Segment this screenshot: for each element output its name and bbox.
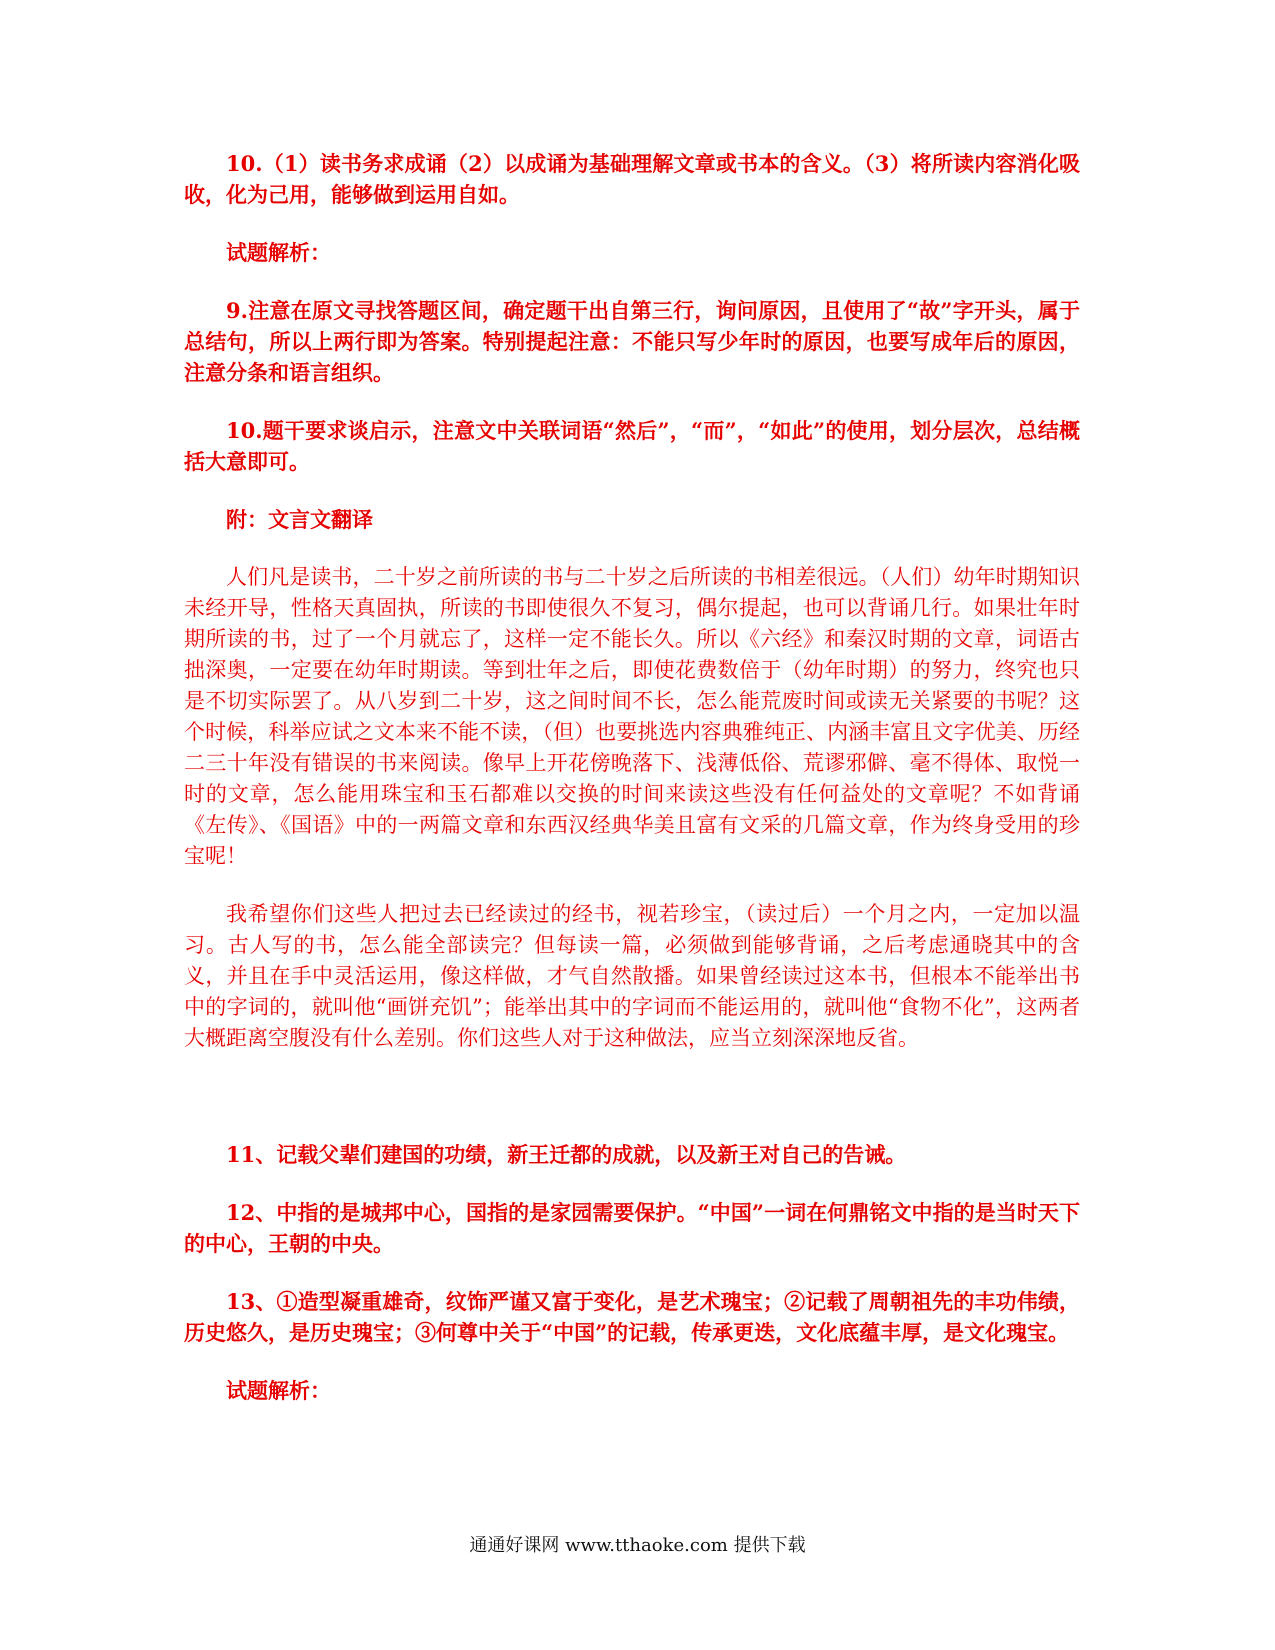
answer-13: 13、①造型凝重雄奇，纹饰严谨又富于变化，是艺术瑰宝；②记载了周朝祖先的丰功伟绩，历史悠久，是历史瑰宝；③何尊中关于“中国”的记载，传承更迭，文化底蕴丰厚，是文化瑰宝。 (184, 1289, 1080, 1345)
analysis-heading-1: 试题解析： (226, 240, 331, 265)
document-body (184, 148, 1080, 1433)
analysis-heading-2: 试题解析： (226, 1378, 331, 1403)
analysis-10: 10.题干要求谈启示，注意文中关联词语“然后”，“而”，“如此”的使用，划分层次，总结概括大意即可。 (184, 418, 1080, 474)
page-footer: 通通好课网 www.tthaoke.com 提供下载 (469, 1535, 806, 1556)
translation-heading: 附：文言文翻译 (226, 507, 373, 532)
answer-11: 11、记载父辈们建国的功绩，新王迁都的成就，以及新王对自己的告诫。 (226, 1142, 907, 1167)
translation-paragraph-2: 我希望你们这些人把过去已经读过的经书，视若珍宝，（读过后）一个月之内，一定加以温习。古人写的书，怎么能全部读完？但每读一篇，必须做到能够背诵，之后考虑通晓其中的含义，并且在手中灵活运用，像这样做，才气自然散播。如果曾经读过这本书，但根本不能举出书中的字词的，就叫他“画饼充饥”；能举出其中的字词而不能运用的，就叫他“食物不化”，这两者大概距离空腹没有什么差别。你们这些人对于这种做法，应当立刻深深地反省。 (184, 902, 1080, 1050)
blank-gap (184, 1081, 1080, 1139)
answer-12: 12、中指的是城邦中心，国指的是家园需要保护。“中国”一词在何鼎铭文中指的是当时天下的中心，王朝的中央。 (184, 1200, 1080, 1256)
analysis-9: 9.注意在原文寻找答题区间，确定题干出自第三行，询问原因，且使用了“故”字开头，属于总结句，所以上两行即为答案。特别提起注意：不能只写少年时的原因，也要写成年后的原因，注意分条和语言组织。 (184, 298, 1080, 385)
answer-10: 10.（1）读书务求成诵（2）以成诵为基础理解文章或书本的含义。（3）将所读内容消化吸收，化为己用，能够做到运用自如。 (184, 151, 1080, 207)
translation-paragraph-1: 人们凡是读书，二十岁之前所读的书与二十岁之后所读的书相差很远。（人们）幼年时期知识未经开导，性格天真固执，所读的书即使很久不复习，偶尔提起，也可以背诵几行。如果壮年时期所读的书，过了一个月就忘了，这样一定不能长久。所以《六经》和秦汉时期的文章，词语古拙深奥，一定要在幼年时期读。等到壮年之后，即使花费数倍于（幼年时期）的努力，终究也只是不切实际罢了。从八岁到二十岁，这之间时间不长，怎么能荒废时间或读无关紧要的书呢？这个时候，科举应试之文本来不能不读，（但）也要挑选内容典雅纯正、内涵丰富且文字优美、历经二三十年没有错误的书来阅读。像早上开花傍晚落下、浅薄低俗、荒谬邪僻、毫不得体、取悦一时的文章，怎么能用珠宝和玉石都难以交换的时间来读这些没有任何益处的文章呢？不如背诵《左传》、《国语》中的一两篇文章和东西汉经典华美且富有文采的几篇文章，作为终身受用的珍宝呢！ (184, 565, 1080, 868)
